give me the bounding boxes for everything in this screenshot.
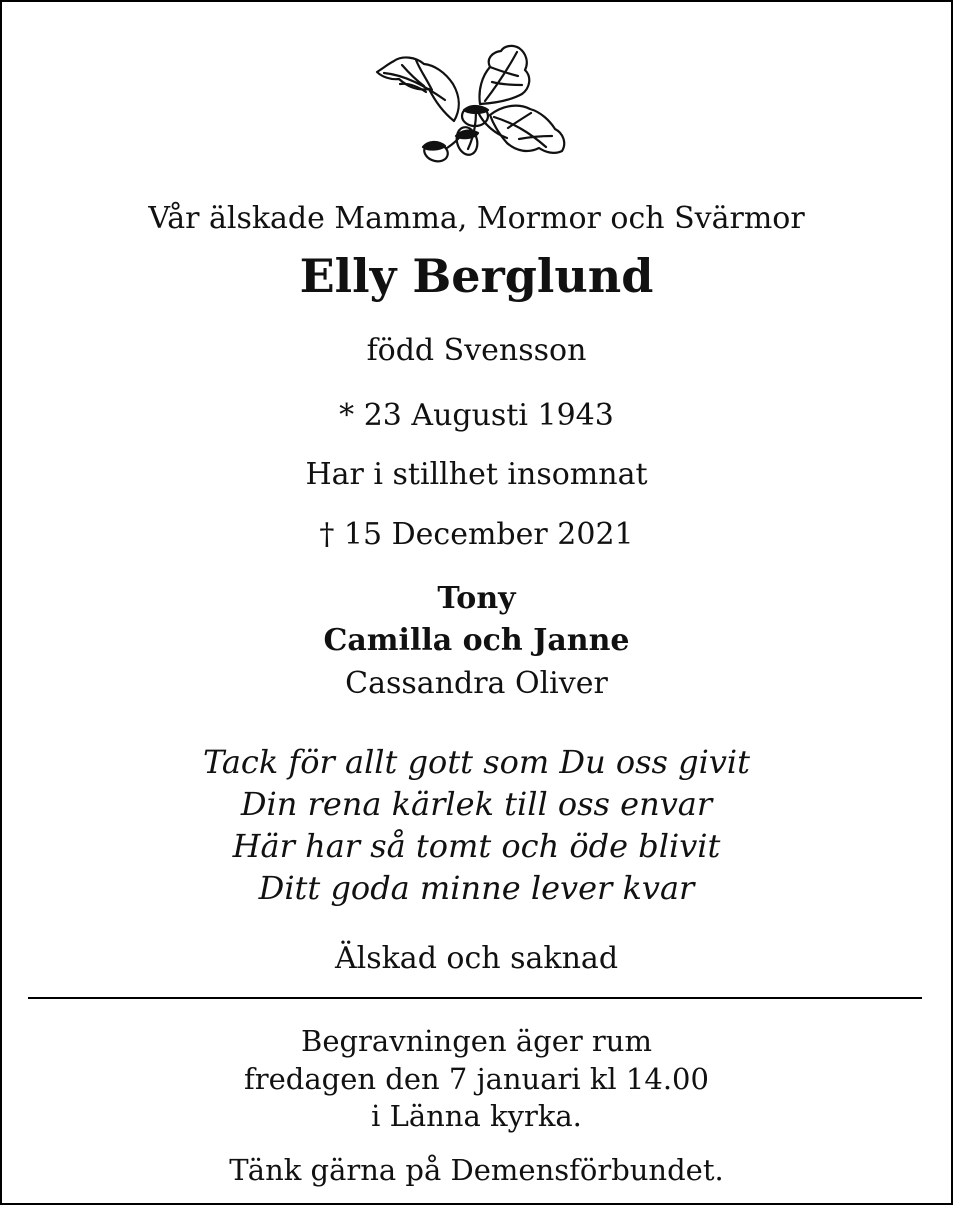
divider-line	[28, 997, 922, 999]
birth-name: född Svensson	[366, 333, 587, 368]
death-date: † 15 December 2021	[319, 517, 634, 552]
family-line-1: Tony	[437, 581, 516, 616]
deceased-name: Elly Berglund	[299, 249, 654, 303]
verse-line: Din rena kärlek till oss envar	[240, 785, 713, 823]
birth-date: * 23 Augusti 1943	[339, 398, 614, 433]
verse-line: Tack för allt gott som Du oss givit	[202, 743, 751, 781]
service-line-3: i Länna kyrka.	[371, 1099, 582, 1133]
service-line-2: fredagen den 7 januari kl 14.00	[244, 1062, 709, 1096]
family-line-3: Cassandra Oliver	[345, 666, 608, 701]
verse-line: Här har så tomt och öde blivit	[232, 827, 721, 865]
service-line-1: Begravningen äger rum	[301, 1024, 652, 1058]
passed-text: Har i stillhet insomnat	[305, 457, 648, 492]
memorial-note: Tänk gärna på Demensförbundet.	[229, 1153, 724, 1187]
oak-leaves-acorns-icon	[362, 42, 587, 170]
closing-text: Älskad och saknad	[334, 941, 619, 976]
family-line-2: Camilla och Janne	[323, 623, 630, 658]
intro-text: Vår älskade Mamma, Mormor och Svärmor	[148, 201, 805, 236]
verse-line: Ditt goda minne lever kvar	[258, 869, 695, 907]
